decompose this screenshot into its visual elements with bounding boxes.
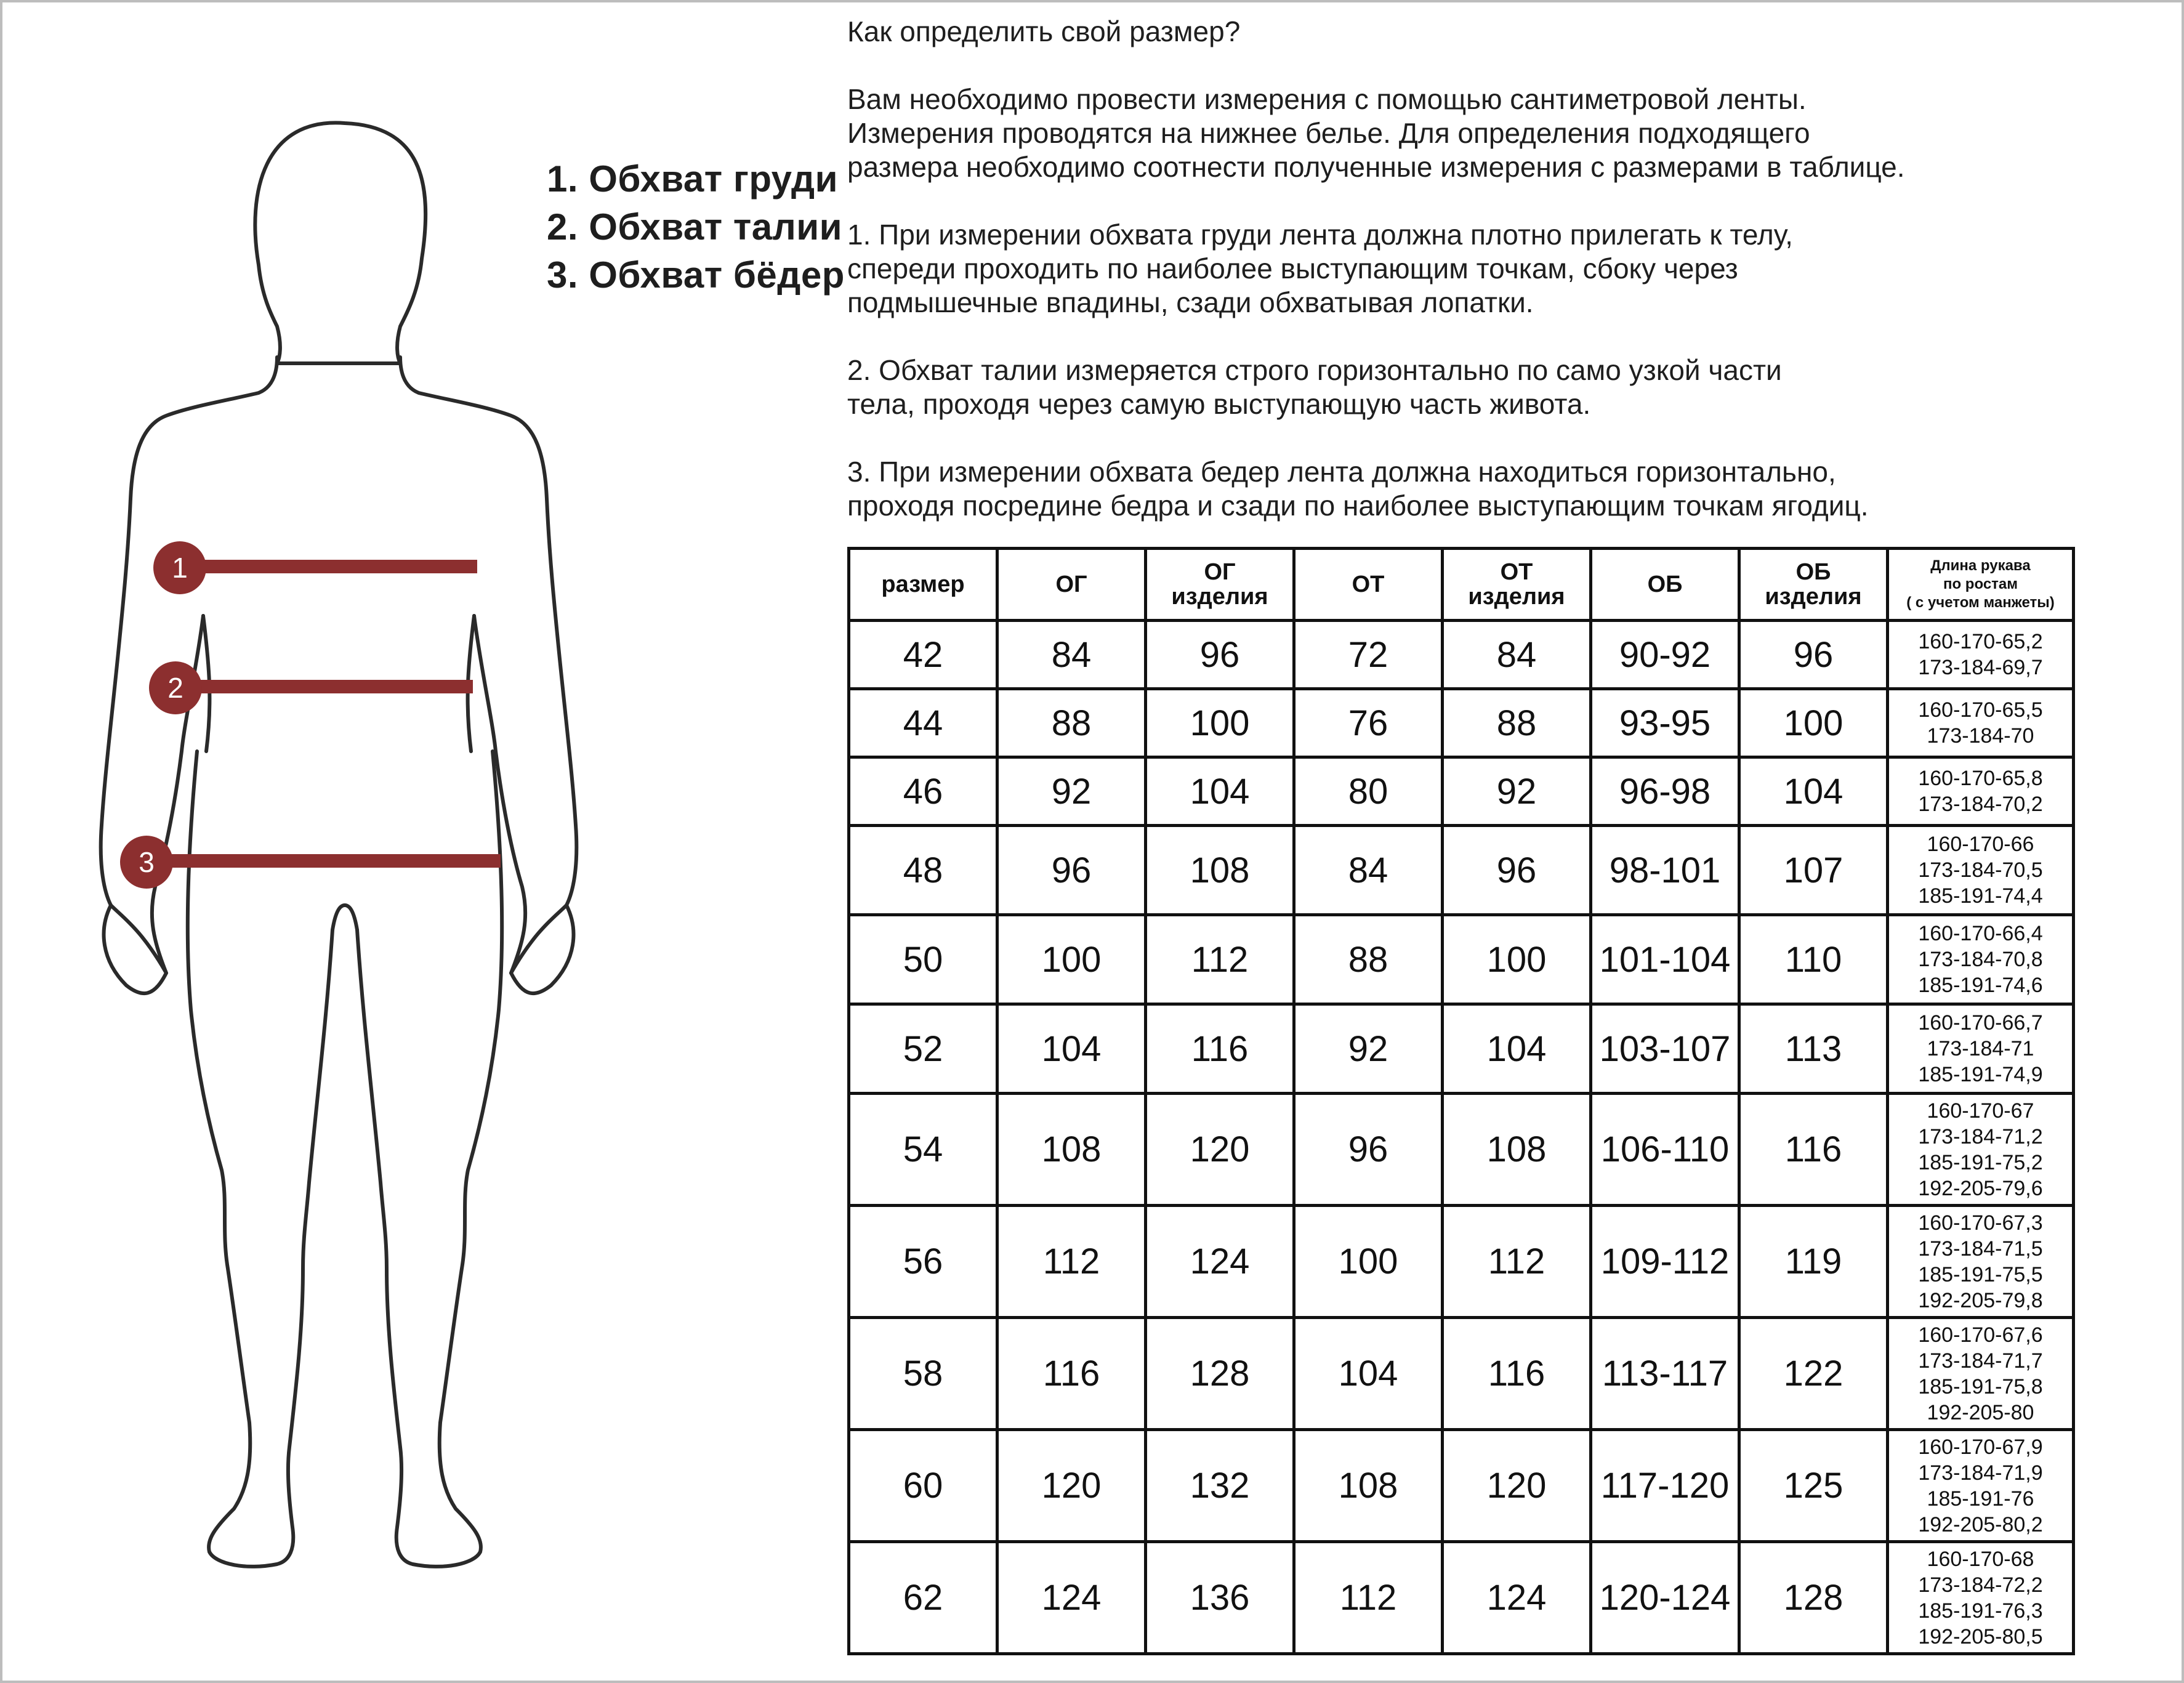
table-cell: 88 [1294, 915, 1443, 1004]
table-cell: 109-112 [1591, 1206, 1739, 1318]
table-cell: 136 [1146, 1542, 1294, 1654]
table-row [849, 1094, 2074, 1206]
table-cell: 96 [1294, 1094, 1443, 1206]
table-cell: 108 [1443, 1094, 1591, 1206]
sleeve-length-cell: 160-170-66,7 173-184-71 185-191-74,9 [1888, 1004, 2074, 1094]
table-cell: 120-124 [1591, 1542, 1739, 1654]
table-cell: 96-98 [1591, 757, 1739, 826]
instructions-hips: 3. При измерении обхвата бедер лента должна находиться горизонтально, проходя посредине бедра и сзади по наиболее выступающим точкам ягодиц. [847, 456, 1869, 522]
table-cell: 106-110 [1591, 1094, 1739, 1206]
table-cell: 90-92 [1591, 621, 1739, 689]
table-header-cell: Длина рукава по ростам ( с учетом манжеты) [1888, 549, 2074, 621]
table-cell: 124 [997, 1542, 1146, 1654]
table-cell: 104 [997, 1004, 1146, 1094]
table-cell: 96 [997, 826, 1146, 915]
table-cell: 116 [1443, 1318, 1591, 1430]
size-cell: 42 [849, 621, 997, 689]
table-cell: 124 [1443, 1542, 1591, 1654]
table-cell: 132 [1146, 1430, 1294, 1542]
size-table [847, 547, 2075, 1655]
size-cell: 62 [849, 1542, 997, 1654]
table-cell: 104 [1443, 1004, 1591, 1094]
table-cell: 117-120 [1591, 1430, 1739, 1542]
size-cell: 60 [849, 1430, 997, 1542]
size-cell: 56 [849, 1206, 997, 1318]
table-cell: 113-117 [1591, 1318, 1739, 1430]
instructions-title: Как определить свой размер? [847, 15, 1241, 47]
table-row [849, 689, 2074, 757]
table-row [849, 1430, 2074, 1542]
table-cell: 88 [1443, 689, 1591, 757]
table-cell: 92 [1443, 757, 1591, 826]
table-cell: 93-95 [1591, 689, 1739, 757]
size-cell: 58 [849, 1318, 997, 1430]
left-leg-outline [188, 751, 332, 1567]
sleeve-length-cell: 160-170-67 173-184-71,2 185-191-75,2 192-205-79,6 [1888, 1094, 2074, 1206]
table-cell: 101-104 [1591, 915, 1739, 1004]
crotch-outline [332, 905, 357, 930]
table-cell: 128 [1146, 1318, 1294, 1430]
svg-text:3: 3 [139, 846, 155, 878]
sleeve-length-cell: 160-170-67,6 173-184-71,7 185-191-75,8 192-205-80 [1888, 1318, 2074, 1430]
table-cell: 96 [1443, 826, 1591, 915]
table-cell: 100 [1294, 1206, 1443, 1318]
table-row [849, 1004, 2074, 1094]
table-cell: 104 [1146, 757, 1294, 826]
table-cell: 116 [1146, 1004, 1294, 1094]
table-header-cell: ОТ [1294, 549, 1443, 621]
sleeve-length-cell: 160-170-65,5 173-184-70 [1888, 689, 2074, 757]
table-cell: 96 [1739, 621, 1888, 689]
svg-text:1: 1 [172, 552, 188, 584]
table-cell: 119 [1739, 1206, 1888, 1318]
table-cell: 125 [1739, 1430, 1888, 1542]
table-cell: 128 [1739, 1542, 1888, 1654]
instructions-intro: Вам необходимо провести измерения с помощью сантиметровой ленты. Измерения проводятся на нижнее белье. Для определения подходящего размера необходимо соотнести полученные измерения с размерами в таблице. [847, 83, 1905, 183]
svg-text:2: 2 [167, 672, 183, 704]
table-cell: 112 [1146, 915, 1294, 1004]
table-header-cell: ОГ изделия [1146, 549, 1294, 621]
hip-marker [120, 836, 173, 889]
sleeve-length-cell: 160-170-66,4 173-184-70,8 185-191-74,6 [1888, 915, 2074, 1004]
table-header-cell: ОБ [1591, 549, 1739, 621]
table-header-cell: ОГ [997, 549, 1146, 621]
table-row [849, 1206, 2074, 1318]
table-cell: 72 [1294, 621, 1443, 689]
table-cell: 120 [1146, 1094, 1294, 1206]
table-cell: 98-101 [1591, 826, 1739, 915]
table-cell: 116 [1739, 1094, 1888, 1206]
table-cell: 96 [1146, 621, 1294, 689]
sleeve-length-cell: 160-170-67,9 173-184-71,9 185-191-76 192-205-80,2 [1888, 1430, 2074, 1542]
table-row [849, 1542, 2074, 1654]
legend-hips: 3. Обхват бёдер [547, 254, 845, 296]
table-cell: 112 [1294, 1542, 1443, 1654]
table-row [849, 757, 2074, 826]
sleeve-length-cell: 160-170-67,3 173-184-71,5 185-191-75,5 192-205-79,8 [1888, 1206, 2074, 1318]
table-header-cell: ОТ изделия [1443, 549, 1591, 621]
table-cell: 88 [997, 689, 1146, 757]
measurement-legend [547, 155, 845, 299]
sleeve-length-cell: 160-170-65,2 173-184-69,7 [1888, 621, 2074, 689]
table-cell: 124 [1146, 1206, 1294, 1318]
table-cell: 108 [1294, 1430, 1443, 1542]
right-leg-outline [357, 751, 502, 1567]
instructions-waist: 2. Обхват талии измеряется строго горизонтально по само узкой части тела, проходя через самую выступающую часть живота. [847, 354, 1782, 420]
table-cell: 100 [997, 915, 1146, 1004]
legend-waist: 2. Обхват талии [547, 206, 842, 248]
table-row [849, 621, 2074, 689]
measurement-tapes [148, 567, 501, 861]
table-cell: 120 [1443, 1430, 1591, 1542]
size-cell: 44 [849, 689, 997, 757]
instructions-chest: 1. При измерении обхвата груди лента должна плотно прилегать к телу, спереди проходить по наиболее выступающим точкам, сбоку через подмышечные впадины, сзади обхватывая лопатки. [847, 219, 1793, 318]
sleeve-length-cell: 160-170-66 173-184-70,5 185-191-74,4 [1888, 826, 2074, 915]
table-cell: 92 [997, 757, 1146, 826]
legend-chest: 1. Обхват груди [547, 158, 839, 200]
sleeve-length-cell: 160-170-68 173-184-72,2 185-191-76,3 192-205-80,5 [1888, 1542, 2074, 1654]
table-cell: 112 [997, 1206, 1146, 1318]
table-header-row [849, 549, 2074, 621]
table-cell: 76 [1294, 689, 1443, 757]
table-cell: 84 [997, 621, 1146, 689]
table-cell: 100 [1443, 915, 1591, 1004]
table-cell: 113 [1739, 1004, 1888, 1094]
body-figure [74, 111, 616, 1632]
table-cell: 104 [1294, 1318, 1443, 1430]
chest-marker [153, 541, 206, 594]
instructions [847, 15, 2153, 557]
table-row [849, 1318, 2074, 1430]
table-cell: 122 [1739, 1318, 1888, 1430]
table-cell: 104 [1739, 757, 1888, 826]
size-cell: 50 [849, 915, 997, 1004]
table-cell: 100 [1146, 689, 1294, 757]
table-cell: 107 [1739, 826, 1888, 915]
table-row [849, 915, 2074, 1004]
table-cell: 110 [1739, 915, 1888, 1004]
size-cell: 46 [849, 757, 997, 826]
table-cell: 108 [997, 1094, 1146, 1206]
sleeve-length-cell: 160-170-65,8 173-184-70,2 [1888, 757, 2074, 826]
table-header-cell: ОБ изделия [1739, 549, 1888, 621]
table-header-cell: размер [849, 549, 997, 621]
table-cell: 92 [1294, 1004, 1443, 1094]
table-cell: 103-107 [1591, 1004, 1739, 1094]
table-cell: 84 [1443, 621, 1591, 689]
table-cell: 84 [1294, 826, 1443, 915]
table-cell: 120 [997, 1430, 1146, 1542]
table-body [849, 621, 2074, 1654]
size-cell: 52 [849, 1004, 997, 1094]
head-outline [255, 123, 425, 363]
waist-marker [149, 661, 202, 714]
size-cell: 48 [849, 826, 997, 915]
table-cell: 80 [1294, 757, 1443, 826]
table-cell: 112 [1443, 1206, 1591, 1318]
table-cell: 116 [997, 1318, 1146, 1430]
table-cell: 100 [1739, 689, 1888, 757]
size-cell: 54 [849, 1094, 997, 1206]
table-cell: 108 [1146, 826, 1294, 915]
table-row [849, 826, 2074, 915]
